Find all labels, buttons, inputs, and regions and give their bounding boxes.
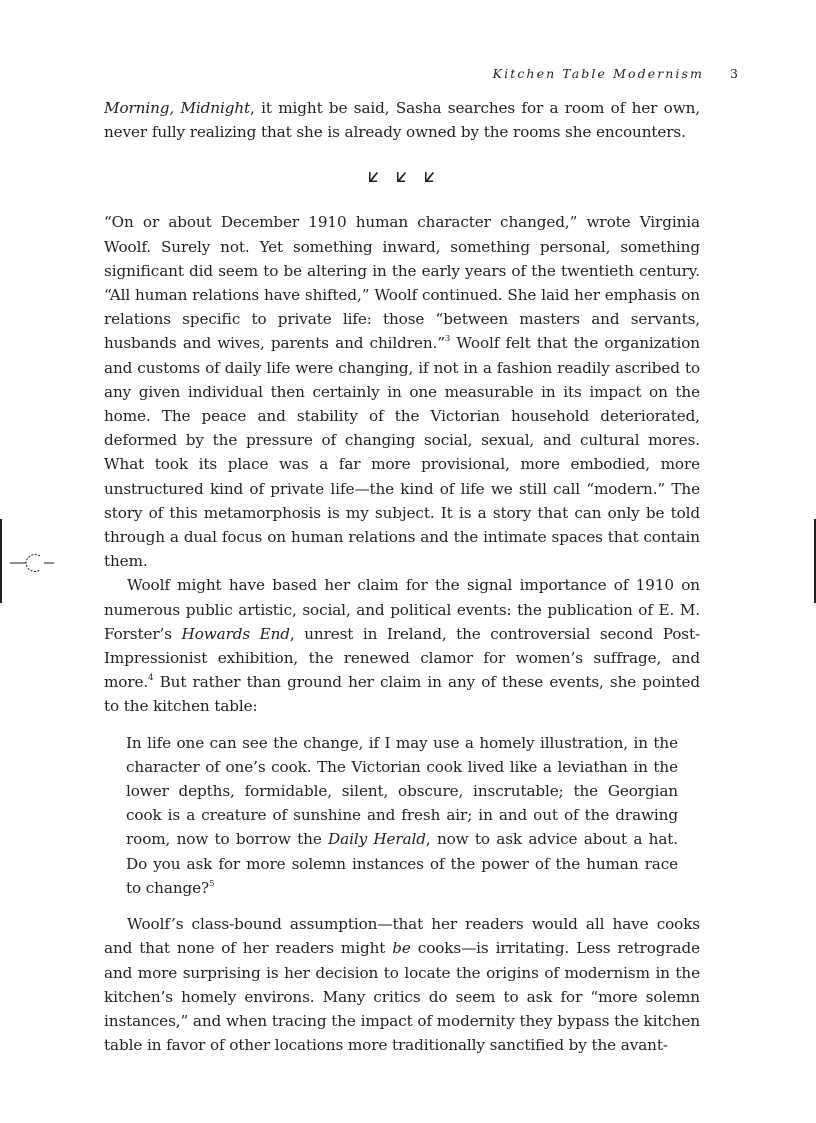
footnote-ref: 3 — [444, 334, 451, 345]
block-quote: In life one can see the change, if I may use a homely illustration, in the character of one’s cook. The Victorian cook lived like a leviathan in the lower depths, formidable, silent, obscure, inscrutable; the Georgian cook is a creature of sunshine and fresh air; in and out of the drawing room, now to borrow the Daily Herald, now to ask advice about a hat. Do you ask for more solemn instances of the power of the human race to change?$^5$ — [126, 733, 678, 897]
body-text — [104, 96, 700, 1057]
section-break-ornament-icon — [104, 144, 700, 210]
paragraph-continued: Morning, Midnight, it might be said, Sasha searches for a room of her own, never fully realizing that she is already owned by the rooms she encounters. — [104, 99, 700, 142]
running-head — [104, 66, 738, 84]
ornament-glyphs — [367, 170, 437, 184]
paragraph: Woolf might have based her claim for the signal importance of 1910 on numerous public artistic, social, and political events: the publication of E. M. Forster’s Howards End, unrest in Ireland, the controversial second Post-Impressionist exhibition, the renewed clamor for women’s suffrage, and more.$^4$ But rather than ground her claim in any of these events, she pointed to the kitchen table: — [104, 576, 700, 716]
page-number: 3 — [730, 66, 738, 81]
registration-mark-icon — [8, 548, 56, 578]
crop-mark-left — [0, 519, 2, 603]
footnote-ref: 5 — [209, 878, 215, 889]
paragraph: Woolf’s class-bound assumption—that her readers would all have cooks and that none of her readers might be cooks—is irritating. Less retrograde and more surprising is her decision to locate the origins of modernism in the kitchen’s homely environs. Many critics do seem to ask for “more solemn instances,” and when tracing the impact of modernity they bypass the kitchen table in favor of other locations more traditionally sanctified by the avant- — [104, 915, 700, 1055]
book-title-italic: Morning, Midnight — [104, 99, 251, 117]
newspaper-title-italic: Daily Herald — [328, 830, 426, 849]
emphasis-italic: be — [392, 939, 411, 958]
paragraph-section-opening: “On or about December 1910 human character changed,” wrote Virginia Woolf. Surely not. Yet something inward, something personal, something significant did seem to be altering in the early years of the twentieth century. “All human relations have shifted,” Woolf continued. She laid her emphasis on relations specific to private life: those “between masters and servants, husbands and wives, parents and children.”$^3$ Woolf felt that the organization and customs of daily life were changing, if not in a fashion readily ascribed to any given individual then certainly in one measurable in its impact on the home. The peace and stability of the Victorian household deteriorated, deformed by the pressure of changing social, sexual, and cultural mores. What took its place was a far more provisional, more embodied, more unstructured kind of private life—the kind of life we still call “modern.” The story of this metamorphosis is my subject. It is a story that can only be told through a dual focus on human relations and the intimate spaces that contain them. — [104, 213, 700, 571]
footnote-ref: 4 — [148, 673, 154, 684]
running-head-title: Kitchen Table Modernism — [492, 66, 704, 81]
book-title-italic: Howards End — [181, 624, 290, 643]
